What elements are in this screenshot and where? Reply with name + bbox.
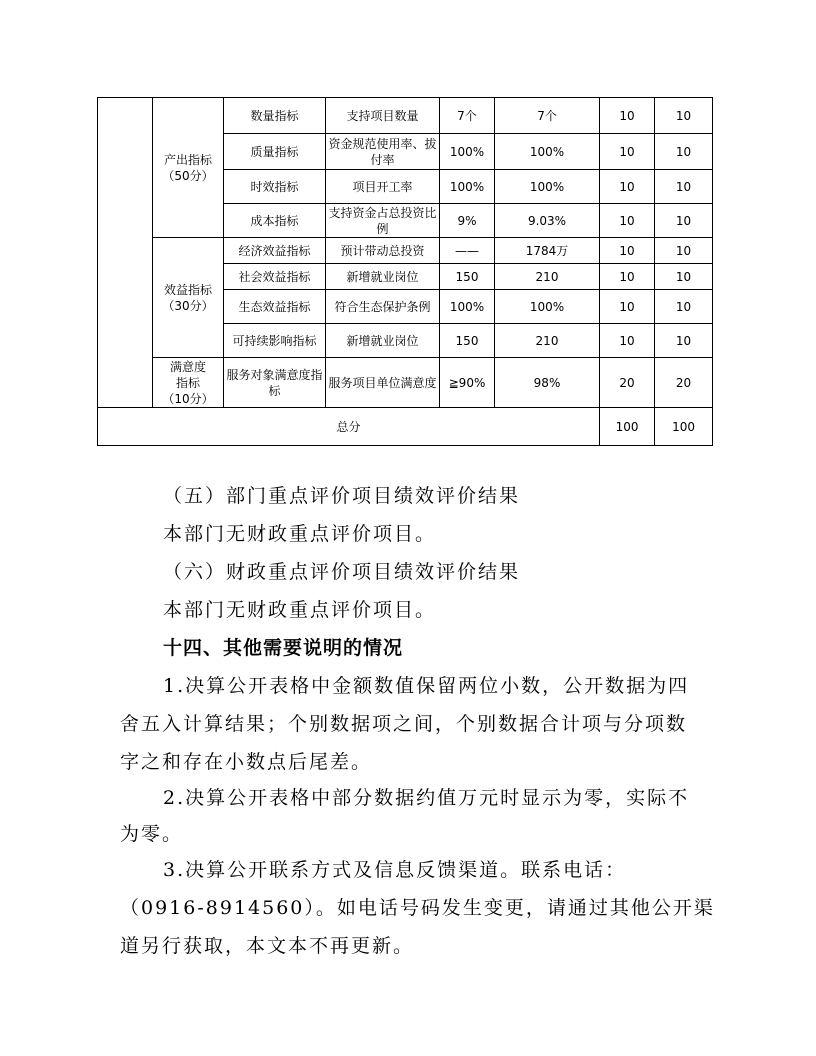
paragraph-line: 1.决算公开表格中金额数值保留两位小数，公开数据为四 [163, 675, 690, 697]
actual-value-cell: 1784万 [495, 238, 600, 264]
paragraph-line: 本部门无财政重点评价项目。 [163, 599, 437, 621]
item-cell: 服务项目单位满意度 [326, 358, 440, 408]
item-cell: 预计带动总投资 [326, 238, 440, 264]
item-cell: 符合生态保护条例 [326, 290, 440, 324]
paragraph-line: 道另行获取，本文本不再更新。 [120, 935, 415, 957]
target-value-cell: 9% [440, 204, 495, 238]
indicator-cell: 社会效益指标 [224, 264, 326, 290]
actual-value-cell: 100% [495, 290, 600, 324]
total-weight-cell: 100 [600, 408, 655, 446]
score-cell: 10 [655, 204, 713, 238]
level1-indicator-cell [98, 98, 153, 408]
total-score-cell: 100 [655, 408, 713, 446]
paragraph-line: 本部门无财政重点评价项目。 [163, 523, 437, 545]
score-cell: 10 [655, 170, 713, 204]
item-cell: 资金规范使用率、拔付率 [326, 134, 440, 170]
score-cell: 10 [655, 264, 713, 290]
target-value-cell: 100% [440, 170, 495, 204]
weight-cell: 10 [600, 324, 655, 358]
actual-value-cell: 100% [495, 134, 600, 170]
item-cell: 项目开工率 [326, 170, 440, 204]
weight-cell: 10 [600, 290, 655, 324]
item-cell: 支持项目数量 [326, 98, 440, 134]
paragraph-line: （0916-8914560）。如电话号码发生变更，请通过其他公开渠 [120, 897, 715, 919]
score-cell: 10 [655, 98, 713, 134]
paragraph-line: （五）部门重点评价项目绩效评价结果 [163, 485, 521, 507]
target-value-cell: 150 [440, 324, 495, 358]
table-row [98, 358, 713, 408]
actual-value-cell: 7个 [495, 98, 600, 134]
indicator-group-label: 满意度 指标 （10分） [153, 358, 224, 408]
indicator-group-label: 产出指标 （50分） [153, 98, 224, 238]
score-cell: 10 [655, 238, 713, 264]
paragraph-line: 字之和存在小数点后尾差。 [120, 751, 373, 773]
paragraph-line: 3.决算公开联系方式及信息反馈渠道。联系电话： [163, 859, 627, 881]
score-cell: 10 [655, 324, 713, 358]
indicator-cell: 生态效益指标 [224, 290, 326, 324]
total-row [98, 408, 713, 446]
total-label: 总分 [98, 408, 600, 446]
score-cell: 10 [655, 134, 713, 170]
weight-cell: 10 [600, 98, 655, 134]
target-value-cell: 7个 [440, 98, 495, 134]
target-value-cell: ≧90% [440, 358, 495, 408]
score-cell: 20 [655, 358, 713, 408]
table-row [98, 98, 713, 134]
actual-value-cell: 210 [495, 264, 600, 290]
paragraph-line: 舍五入计算结果；个别数据项之间，个别数据合计项与分项数 [120, 713, 688, 735]
target-value-cell: —— [440, 238, 495, 264]
actual-value-cell: 100% [495, 170, 600, 204]
weight-cell: 10 [600, 264, 655, 290]
paragraph-line: （六）财政重点评价项目绩效评价结果 [163, 561, 521, 583]
indicator-cell: 服务对象满意度指标 [224, 358, 326, 408]
target-value-cell: 150 [440, 264, 495, 290]
indicator-cell: 时效指标 [224, 170, 326, 204]
weight-cell: 10 [600, 170, 655, 204]
paragraph-line: 为零。 [120, 823, 184, 845]
actual-value-cell: 9.03% [495, 204, 600, 238]
item-cell: 支持资金占总投资比例 [326, 204, 440, 238]
section-heading: 十四、其他需要说明的情况 [163, 637, 404, 659]
target-value-cell: 100% [440, 290, 495, 324]
weight-cell: 10 [600, 238, 655, 264]
weight-cell: 10 [600, 134, 655, 170]
indicator-group-label: 效益指标 （30分） [153, 238, 224, 358]
item-cell: 新增就业岗位 [326, 264, 440, 290]
table-row [98, 238, 713, 264]
indicator-cell: 经济效益指标 [224, 238, 326, 264]
indicator-cell: 成本指标 [224, 204, 326, 238]
paragraph-line: 2.决算公开表格中部分数据约值万元时显示为零，实际不 [163, 787, 690, 809]
indicator-cell: 质量指标 [224, 134, 326, 170]
actual-value-cell: 98% [495, 358, 600, 408]
actual-value-cell: 210 [495, 324, 600, 358]
indicator-cell: 可持续影响指标 [224, 324, 326, 358]
indicator-cell: 数量指标 [224, 98, 326, 134]
performance-table [97, 97, 713, 446]
item-cell: 新增就业岗位 [326, 324, 440, 358]
target-value-cell: 100% [440, 134, 495, 170]
weight-cell: 10 [600, 204, 655, 238]
score-cell: 10 [655, 290, 713, 324]
weight-cell: 20 [600, 358, 655, 408]
